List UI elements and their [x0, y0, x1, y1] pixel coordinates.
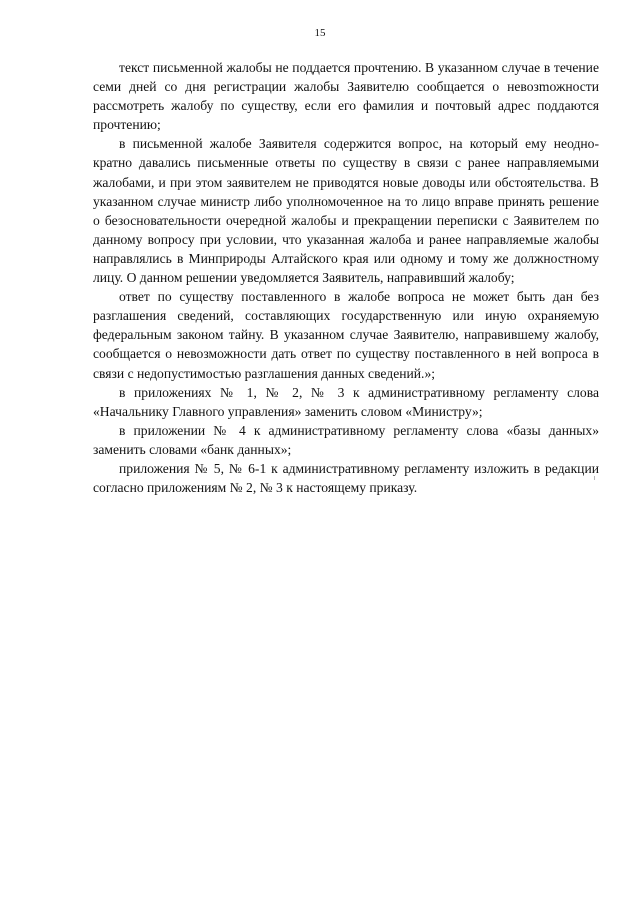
page-number: 15	[314, 27, 326, 39]
paragraph-appendices-1-3: в приложениях № 1, № 2, № 3 к административному регламенту слова «Начальнику Главного управления» заменить словом «Министру»;	[93, 384, 599, 419]
paragraph-state-secret: ответ по существу поставленного в жалобе вопроса не может быть дан без разглашения сведений, составляющих государственную или иную охраняемую федеральным законом тайну. В указанном случае Заявителю, направившему жалобу, сообщается о невозможности дать ответ по существу поставленного в ней вопроса в связи с недопустимостью разглашения данных сведений.»;	[93, 289, 599, 381]
paragraph-appendices-5-6: приложения № 5, № 6-1 к административному регламенту изложить в редакции согласно приложениям № 2, № 3 к настоящему приказу.	[93, 460, 599, 496]
paragraph-appendix-4: в приложении № 4 к административному регламенту слова «базы данных» заменить словами «банк данных»;	[93, 422, 599, 457]
scan-mark	[594, 476, 595, 480]
paragraph-repeated-question: в письменной жалобе Заявителя содержится вопрос, на который ему неоднократно давались письменные ответы по существу в связи с ранее направляемыми жалобами, и при этом заявителем не приводятся новые доводы или обстоятельства. В указанном случае министр либо уполномоченное на то лицо вправе принять решение о безосновательности очередной жалобы и прекращении переписки с Заявителем по данному вопросу при условии, что указанная жалоба и ранее направляемые жалобы направлялись в Минприроды Алтайского края или одному и тому же должностному лицу. О данном решении уведомляется Заявитель, направивший жалобу;	[93, 136, 599, 286]
document-body	[93, 58, 599, 497]
paragraph-unreadable-complaint: текст письменной жалобы не поддается прочтению. В указанном случае в течение семи дней со дня регистрации жалобы Заявителю сообщается о невозmожности рассмотреть жалобу по существу, если его фамилия и почтовый адрес поддаются прочтению;	[93, 60, 599, 133]
